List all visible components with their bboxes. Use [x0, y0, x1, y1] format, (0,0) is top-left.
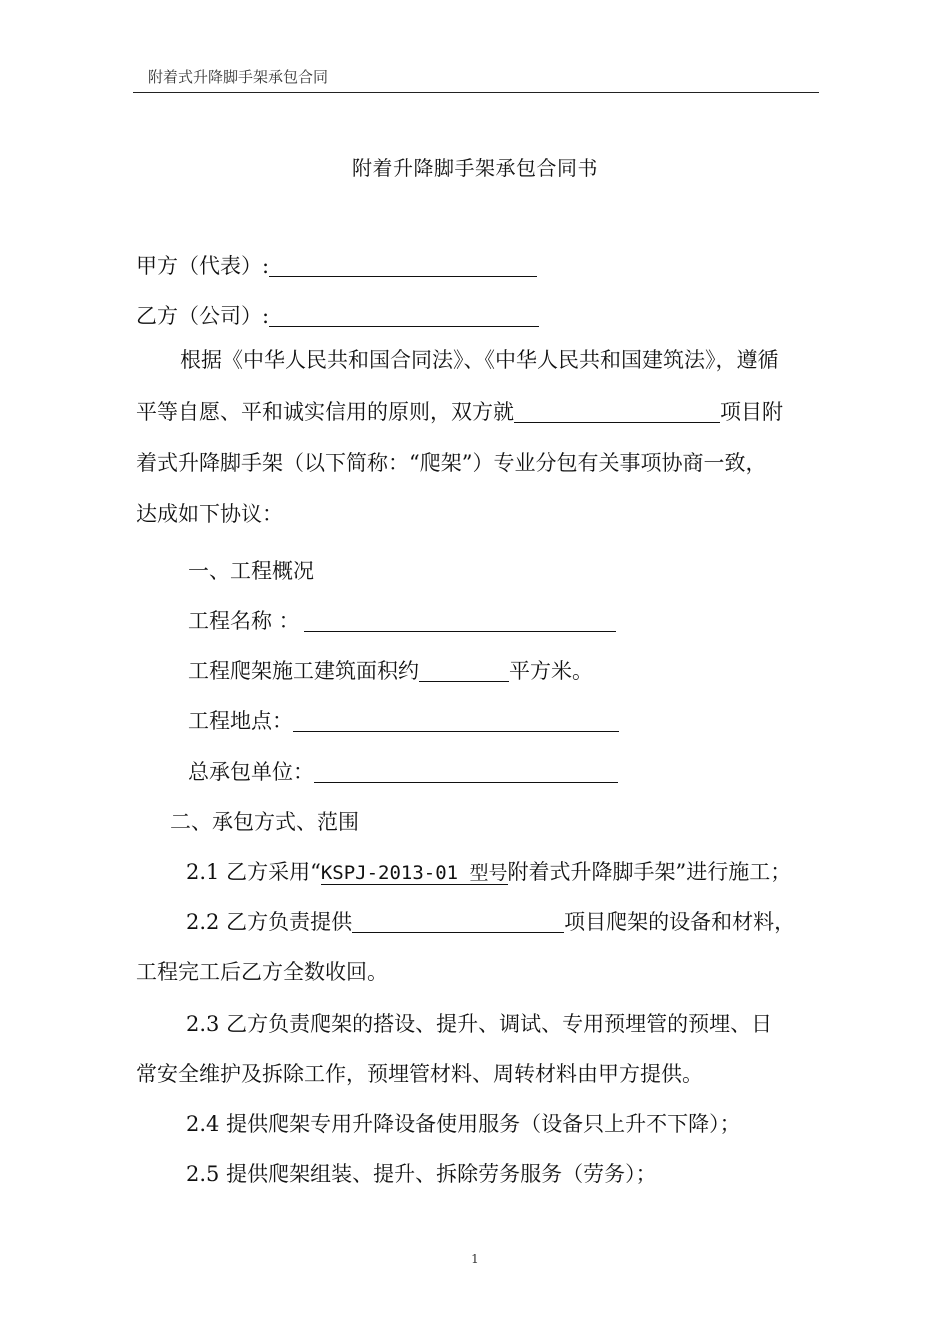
preamble-line-4: 达成如下协议：	[136, 502, 283, 526]
preamble-line-2	[136, 398, 783, 426]
item-2-2-prefix: 2.2 乙方负责提供	[186, 910, 353, 934]
item-2-3-line-1: 2.3 乙方负责爬架的搭设、提升、调试、专用预埋管的预埋、日	[186, 1012, 773, 1036]
preamble-line-2-text: 平等自愿、平和诚实信用的原则，双方就	[136, 400, 514, 424]
area-unit: 平方米。	[509, 659, 593, 683]
location-row	[188, 707, 619, 735]
project-name-field[interactable]	[304, 609, 616, 632]
section-1-heading: 一、工程概况	[188, 559, 314, 583]
running-header: 附着式升降脚手架承包合同	[148, 68, 329, 86]
party-b-row	[136, 302, 539, 330]
preamble-line-2-tail: 项目附	[720, 400, 783, 424]
area-label: 工程爬架施工建筑面积约	[188, 659, 419, 683]
item-2-3-line-2: 常安全维护及拆除工作，预埋管材料、周转材料由甲方提供。	[136, 1062, 703, 1086]
preamble-line-1: 根据《中华人民共和国合同法》、《中华人民共和国建筑法》，遵循	[180, 348, 779, 372]
party-a-blank[interactable]	[269, 254, 537, 277]
item-2-5: 2.5 提供爬架组装、提升、拆除劳务服务（劳务）；	[186, 1162, 657, 1186]
location-label: 工程地点：	[188, 709, 293, 733]
document-title: 附着升降脚手架承包合同书	[352, 156, 598, 180]
item-2-1-model: KSPJ-2013-01 型号	[320, 862, 508, 884]
item-2-2-blank[interactable]	[352, 910, 564, 933]
page-number: 1	[471, 1252, 479, 1266]
header-divider	[133, 92, 819, 93]
project-name-blank[interactable]	[514, 400, 720, 423]
contractor-field[interactable]	[314, 760, 618, 783]
project-name-label: 工程名称 ：	[188, 609, 300, 633]
item-2-1-suffix: 附着式升降脚手架”进行施工；	[507, 860, 792, 884]
project-name-row	[188, 607, 616, 635]
item-2-1	[186, 858, 791, 887]
item-2-2-continued: 工程完工后乙方全数收回。	[136, 960, 388, 984]
location-field[interactable]	[293, 709, 619, 732]
section-2-heading: 二、承包方式、范围	[170, 810, 359, 834]
item-2-2	[186, 908, 795, 936]
contractor-label: 总承包单位：	[188, 760, 314, 784]
item-2-2-suffix: 项目爬架的设备和材料，	[564, 910, 796, 934]
area-field[interactable]	[419, 659, 509, 682]
item-2-4: 2.4 提供爬架专用升降设备使用服务（设备只上升不下降）；	[186, 1112, 741, 1136]
item-2-1-prefix: 2.1 乙方采用“	[186, 860, 321, 884]
party-b-blank[interactable]	[269, 304, 539, 327]
contractor-row	[188, 758, 618, 786]
party-a-row	[136, 252, 537, 280]
party-b-label: 乙方（公司）:	[136, 304, 270, 328]
party-a-label: 甲方（代表）:	[136, 254, 270, 278]
preamble-line-3: 着式升降脚手架（以下简称：“爬架”）专业分包有关事项协商一致，	[136, 451, 767, 475]
area-row	[188, 657, 593, 685]
